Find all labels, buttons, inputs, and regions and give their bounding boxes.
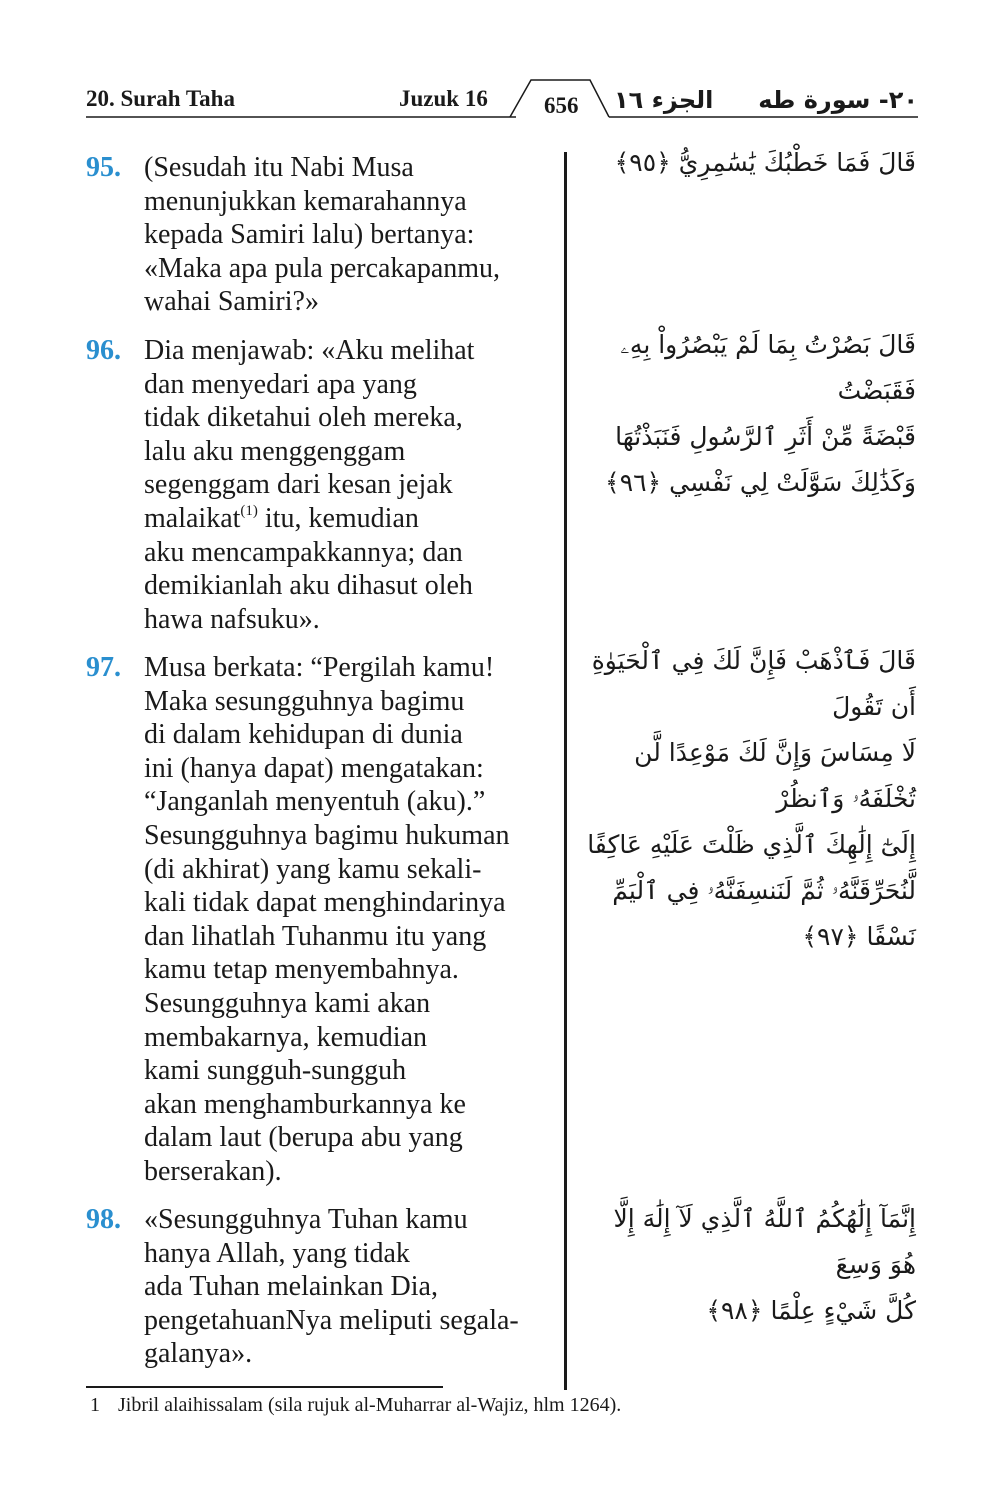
verse-number: 96. <box>86 335 121 366</box>
verse-95-arabic: قَالَ فَمَا خَطْبُكَ يَٰسَٰمِرِيُّ ﴿٩٥﴾ <box>614 148 916 177</box>
translation-text: (Sesudah itu Nabi Musa menunjukkan kemarahannya kepada Samiri lalu) bertanya: «Maka apa pula percakapanmu, wahai Samiri?» <box>144 152 501 318</box>
juz-arabic: الجزء ١٦ <box>614 86 714 114</box>
verse-97-arabic: قَالَ فَٱذْهَبْ فَإِنَّ لَكَ فِي ٱلْحَيَوٰةِ أَن تَقُولَ لَا مِسَاسَ وَإِنَّ لَكَ مَوْعِدًا لَّن تُخْلَفَهُۥ وَٱنظُرْ إِلَىٰٓ إِلَٰهِكَ ٱلَّذِي ظَلْتَ عَلَيْهِ عَاكِفًا لَّنُحَرِّقَنَّهُۥ ثُمَّ لَنَنسِفَنَّهُۥ فِي ٱلْيَمِّ نَسْفًا ﴿٩٧﴾ <box>587 646 916 951</box>
verse-96-arabic: قَالَ بَصُرْتُ بِمَا لَمْ يَبْصُرُواْ بِهِۦ فَقَبَضْتُ قَبْضَةً مِّنْ أَثَرِ ٱلرَّسُولِ فَنَبَذْتُهَا وَكَذَٰلِكَ سَوَّلَتْ لِي نَفْسِي ﴿٩٦﴾ <box>605 330 916 497</box>
surah-arabic: ٢٠- سورة طه <box>758 86 918 114</box>
verse-translation <box>144 334 554 636</box>
translation-text: «Sesungguhnya Tuhan kamu hanya Allah, yang tidak ada Tuhan melainkan Dia, pengetahuanNya meliputi segala- galanya». <box>144 1204 519 1370</box>
juz-label: Juzuk 16 <box>399 86 488 111</box>
column-divider <box>564 152 567 1390</box>
translation-text: itu, kemudian aku mencampakkannya; dan demikianlah aku dihasut oleh hawa nafsuku». <box>144 502 473 635</box>
page-header <box>0 0 1000 125</box>
footnote-number: 1 <box>90 1394 100 1416</box>
page-number: 656 <box>544 93 579 118</box>
footnote <box>90 1394 621 1417</box>
verse-number: 97. <box>86 652 121 683</box>
translation-text: Dia menjawab: «Aku melihat dan menyedari apa yang tidak diketahui oleh mereka, lalu aku menggenggam segenggam dari kesan jejak malaikat <box>144 335 475 534</box>
footnote-reference[interactable]: (1) <box>240 502 258 519</box>
verse-98-arabic: إِنَّمَآ إِلَٰهُكُمُ ٱللَّهُ ٱلَّذِي لَآ إِلَٰهَ إِلَّا هُوَ وَسِعَ كُلَّ شَيْءٍ عِلْمًا ﴿٩٨﴾ <box>613 1204 916 1325</box>
surah-title: 20. Surah Taha <box>86 86 235 111</box>
translation-text: Musa berkata: “Pergilah kamu! Maka sesungguhnya bagimu di dalam kehidupan di dunia ini (hanya dapat) mengatakan: “Janganlah menyentuh (aku).” Sesungguhnya bagimu hukuman (di akhirat) yang kamu sekali- kali tidak dapat menghindarinya dan lihatlah Tuhanmu itu yang kamu tetap menyembahnya. Sesungguhnya kami akan membakarnya, kemudian kami sungguh-sungguh akan menghamburkannya ke dalam laut (berupa abu yang berserakan). <box>144 652 510 1187</box>
verse-translation <box>144 651 554 1189</box>
footnote-text: Jibril alaihissalam (sila rujuk al-Muharrar al-Wajiz, hlm 1264). <box>118 1394 622 1416</box>
verse-translation <box>144 1203 554 1371</box>
verse-number: 95. <box>86 152 121 183</box>
footnote-rule <box>86 1386 443 1388</box>
verse-translation <box>144 151 554 319</box>
verse-number: 98. <box>86 1204 121 1235</box>
